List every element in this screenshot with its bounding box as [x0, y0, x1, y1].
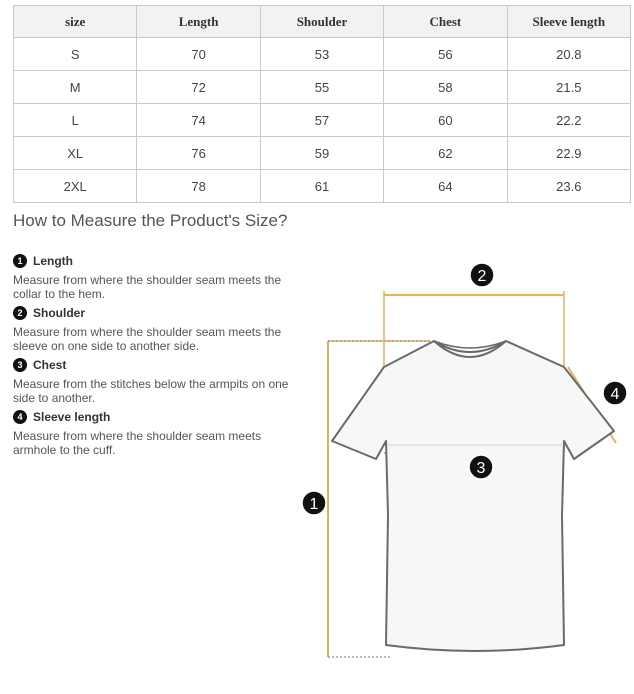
- instruction-shoulder: [13, 304, 303, 353]
- instruction-chest: [13, 356, 303, 405]
- instruction-title: Chest: [33, 358, 67, 372]
- cell-shoulder: 59: [260, 137, 383, 170]
- instruction-text: Measure from where the shoulder seam meets armhole to the cuff.: [13, 429, 262, 457]
- cell-sleeve-length: 22.2: [507, 104, 630, 137]
- cell-chest: 62: [384, 137, 507, 170]
- table-row: [14, 38, 631, 71]
- number-three-icon: 3: [13, 358, 27, 372]
- number-two-icon: 2: [13, 306, 27, 320]
- number-four-icon: 4: [13, 410, 27, 424]
- cell-shoulder: 55: [260, 71, 383, 104]
- instruction-title: Length: [33, 254, 73, 268]
- sleeve-badge-label: 4: [610, 386, 620, 403]
- instruction-sleeve-length: [13, 408, 303, 457]
- size-chart-table: [13, 5, 631, 203]
- table-row: [14, 104, 631, 137]
- number-one-icon: 1: [13, 254, 27, 268]
- tshirt-outline: [332, 341, 614, 651]
- table-row: [14, 137, 631, 170]
- cell-size: L: [14, 104, 137, 137]
- instruction-length: [13, 252, 303, 301]
- cell-length: 78: [137, 170, 260, 203]
- cell-sleeve-length: 22.9: [507, 137, 630, 170]
- chest-badge-label: 3: [476, 460, 486, 477]
- cell-chest: 56: [384, 38, 507, 71]
- instruction-text: Measure from the stitches below the armpits on one side to another.: [13, 377, 289, 405]
- cell-size: 2XL: [14, 170, 137, 203]
- header-shoulder: Shoulder: [260, 6, 383, 38]
- number-one-icon: [302, 491, 326, 515]
- header-sleeve-length: Sleeve length: [507, 6, 630, 38]
- cell-chest: 64: [384, 170, 507, 203]
- measure-section-title: How to Measure the Product's Size?: [13, 211, 288, 230]
- cell-chest: 60: [384, 104, 507, 137]
- cell-length: 72: [137, 71, 260, 104]
- shoulder-badge-label: 2: [477, 268, 487, 285]
- cell-sleeve-length: 21.5: [507, 71, 630, 104]
- cell-size: XL: [14, 137, 137, 170]
- cell-length: 70: [137, 38, 260, 71]
- instruction-title: Shoulder: [33, 306, 86, 320]
- header-size: size: [14, 6, 137, 38]
- length-badge-label: 1: [309, 496, 319, 513]
- cell-sleeve-length: 23.6: [507, 170, 630, 203]
- cell-shoulder: 61: [260, 170, 383, 203]
- tshirt-measurement-diagram: [300, 255, 630, 685]
- table-row: [14, 71, 631, 104]
- cell-size: M: [14, 71, 137, 104]
- header-chest: Chest: [384, 6, 507, 38]
- number-two-icon: [470, 263, 494, 287]
- number-four-icon: [603, 381, 627, 405]
- cell-chest: 58: [384, 71, 507, 104]
- measurement-instructions: [13, 252, 303, 460]
- header-length: Length: [137, 6, 260, 38]
- cell-length: 76: [137, 137, 260, 170]
- instruction-text: Measure from where the shoulder seam meets the collar to the hem.: [13, 273, 282, 301]
- cell-size: S: [14, 38, 137, 71]
- instruction-text: Measure from where the shoulder seam meets the sleeve on one side to another side.: [13, 325, 282, 353]
- table-row: [14, 170, 631, 203]
- cell-length: 74: [137, 104, 260, 137]
- cell-sleeve-length: 20.8: [507, 38, 630, 71]
- cell-shoulder: 53: [260, 38, 383, 71]
- instruction-title: Sleeve length: [33, 410, 111, 424]
- size-chart-header-row: [14, 6, 631, 38]
- cell-shoulder: 57: [260, 104, 383, 137]
- number-three-icon: [469, 455, 493, 479]
